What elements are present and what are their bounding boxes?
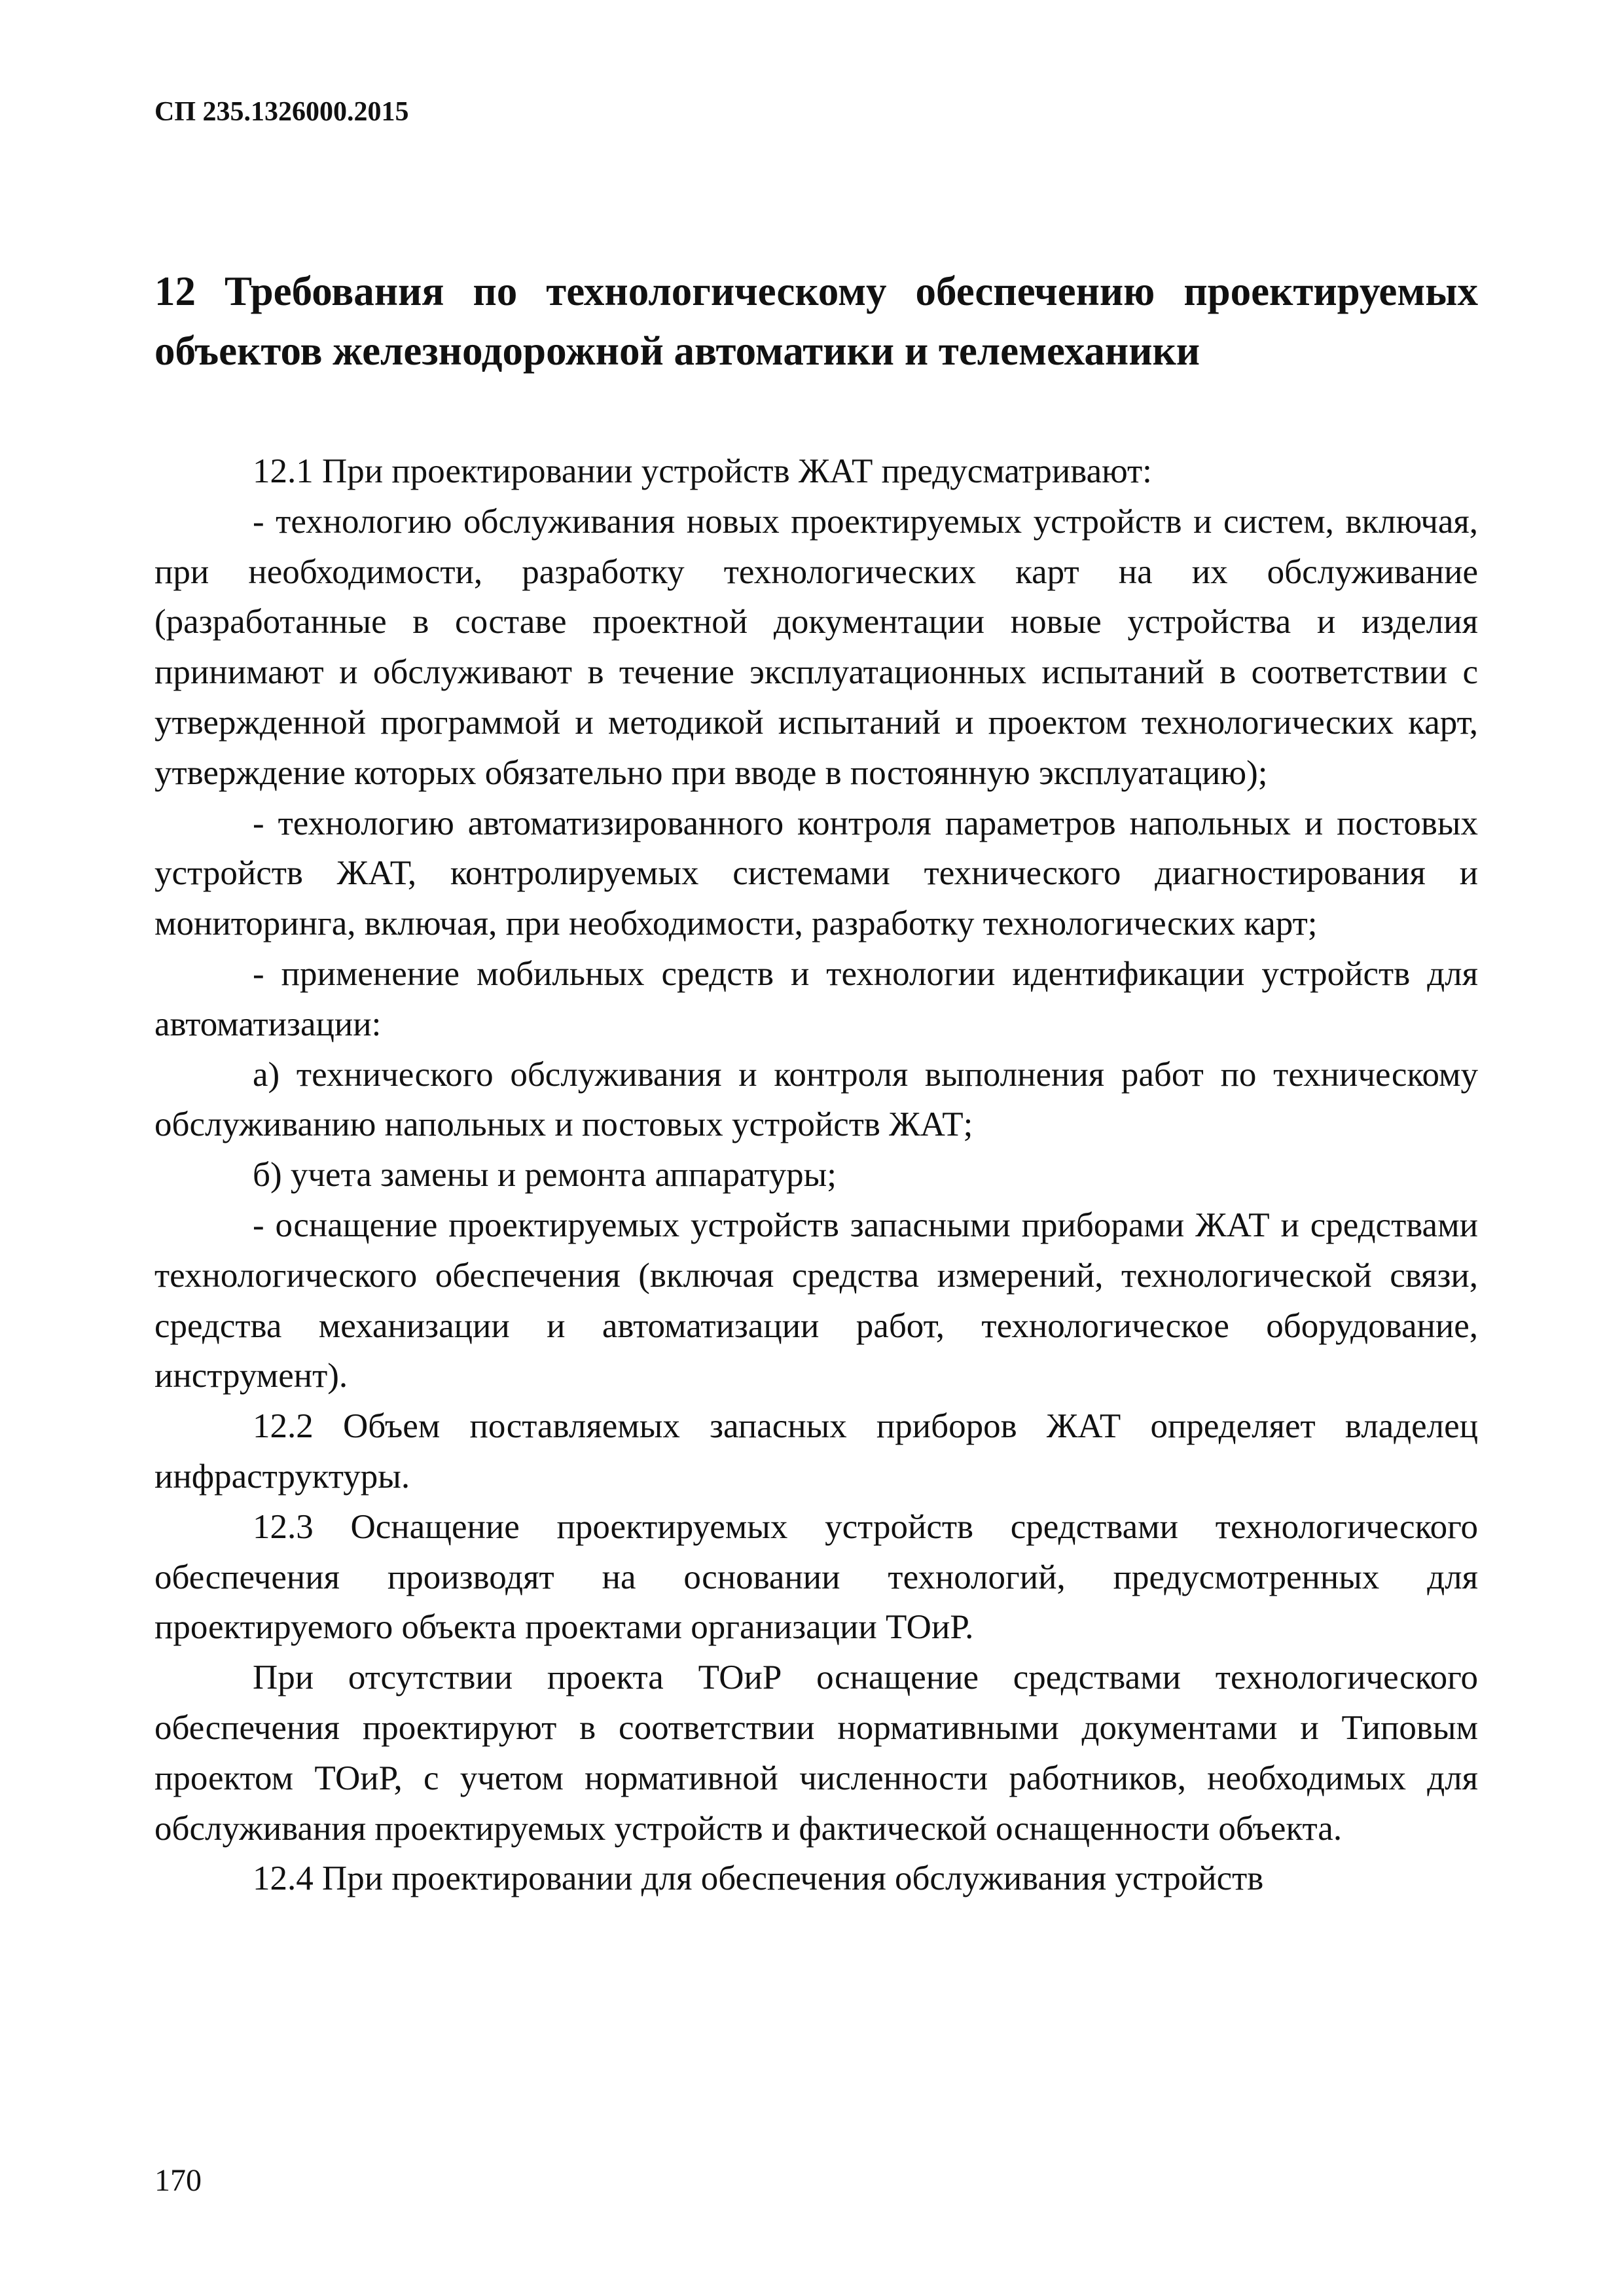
paragraph-12-4: 12.4 При проектировании для обеспечения обслуживания устройств bbox=[253, 1859, 1264, 1898]
list-item-maintenance-technology: - технологию обслуживания новых проектируемых устройств и систем, включая, при необходимости, разработку технологических карт на их обслуживание (разработанные в составе проектной документации новые устройства и изделия принимают и обслуживают в течение эксплуатационных испытаний в соответствии с утвержденной программой и методикой испытаний и проектом технологических карт, утверждение которых обязательно при вводе в постоянную эксплуатацию); bbox=[154, 502, 1478, 792]
paragraph-toir-absence: При отсутствии проекта ТОиР оснащение средствами технологического обеспечения проектируют в соответствии нормативными документами и Типовым проектом ТОиР, с учетом нормативной численности работников, необходимых для обслуживания проектируемых устройств и фактической оснащенности объекта. bbox=[154, 1659, 1478, 1848]
section-body bbox=[154, 446, 1478, 1904]
section-title: 12 Требования по технологическому обеспечению проектируемых объектов железнодорожной автоматики и телемеханики bbox=[154, 268, 1478, 374]
paragraph-12-1: 12.1 При проектировании устройств ЖАТ предусматривают: bbox=[253, 452, 1152, 490]
list-item-mobile-means: - применение мобильных средств и технологии идентификации устройств для автоматизации: bbox=[154, 954, 1478, 1043]
list-item-automated-control: - технологию автоматизированного контроля параметров напольных и постовых устройств ЖАТ, контролируемых системами технического диагностирования и мониторинга, включая, при необходимости, разработку технологических карт; bbox=[154, 804, 1478, 943]
document-code-header: СП 235.1326000.2015 bbox=[154, 97, 409, 127]
sub-item-a: а) технического обслуживания и контроля выполнения работ по техническому обслуживанию напольных и постовых устройств ЖАТ; bbox=[154, 1055, 1478, 1144]
paragraph-12-3: 12.3 Оснащение проектируемых устройств средствами технологического обеспечения производят на основании технологий, предусмотренных для проектируемого объекта проектами организации ТОиР. bbox=[154, 1507, 1478, 1647]
page-number: 170 bbox=[154, 2163, 202, 2198]
page-content bbox=[154, 262, 1478, 1904]
list-item-equipment: - оснащение проектируемых устройств запасными приборами ЖАТ и средствами технологического обеспечения (включая средства измерений, технологической связи, средства механизации и автоматизации работ, технологическое оборудование, инструмент). bbox=[154, 1206, 1478, 1395]
paragraph-12-2: 12.2 Объем поставляемых запасных приборов ЖАТ определяет владелец инфраструктуры. bbox=[154, 1407, 1478, 1496]
sub-item-b: б) учета замены и ремонта аппаратуры; bbox=[253, 1156, 837, 1194]
